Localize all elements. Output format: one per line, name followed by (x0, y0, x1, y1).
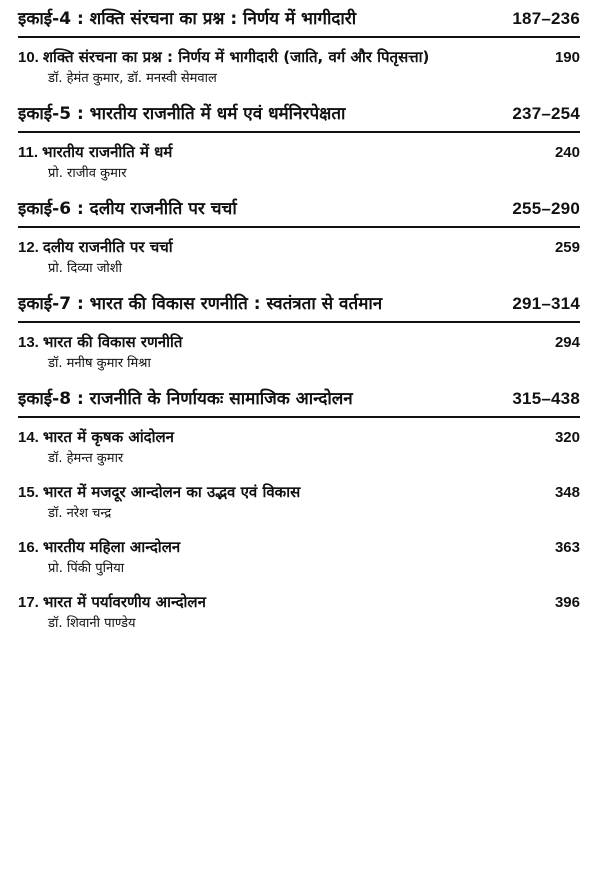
unit-section (18, 386, 580, 634)
chapter-page-number: 363 (554, 539, 580, 556)
unit-divider (18, 226, 580, 228)
unit-divider (18, 36, 580, 38)
chapter-number: 13. (18, 334, 39, 351)
chapter-heading (18, 591, 206, 614)
unit-heading (18, 101, 580, 131)
table-of-contents (18, 6, 580, 646)
chapter-title: भारतीय राजनीति में धर्म (42, 143, 173, 161)
unit-divider (18, 131, 580, 133)
unit-divider (18, 416, 580, 418)
chapter-line (18, 426, 580, 449)
chapter-title: भारत में कृषक आंदोलन (42, 428, 174, 446)
unit-title: इकाई-8 : राजनीति के निर्णायकः सामाजिक आन्दोलन (18, 389, 353, 409)
chapter-title: भारत में पर्यावरणीय आन्दोलन (42, 593, 206, 611)
chapter-line (18, 481, 580, 504)
chapter-line (18, 331, 580, 354)
chapter-author: प्रो. पिंकी पुनिया (48, 561, 125, 576)
chapter-heading (18, 46, 429, 69)
chapter-number: 10. (18, 49, 39, 66)
chapter-line (18, 141, 580, 164)
chapter-author: डॉ. नरेश चन्द्र (48, 506, 112, 521)
chapter-heading (18, 426, 174, 449)
unit-heading (18, 291, 580, 321)
chapter-page-number: 320 (554, 429, 580, 446)
chapter-number: 15. (18, 484, 39, 501)
unit-heading (18, 6, 580, 36)
chapter-number: 12. (18, 239, 39, 256)
chapter-title: भारत में मजदूर आन्दोलन का उद्भव एवं विकास (42, 483, 301, 501)
chapter-line (18, 46, 580, 69)
unit-page-range: 291–314 (512, 294, 580, 313)
chapter-number: 17. (18, 594, 39, 611)
chapter-author: डॉ. हेमन्त कुमार (48, 451, 124, 466)
chapter-entry (18, 426, 580, 469)
chapter-entry (18, 46, 580, 89)
unit-page-range: 237–254 (512, 104, 580, 123)
chapter-title: शक्ति संरचना का प्रश्न : निर्णय में भागीदारी (जाति, वर्ग और पितृसत्ता) (42, 48, 430, 66)
unit-title: इकाई-4 : शक्ति संरचना का प्रश्न : निर्णय में भागीदारी (18, 9, 357, 29)
unit-page-range: 187–236 (512, 9, 580, 28)
unit-heading (18, 196, 580, 226)
chapter-entry (18, 236, 580, 279)
unit-divider (18, 321, 580, 323)
chapter-title: भारत की विकास रणनीति (42, 333, 183, 351)
chapter-title: भारतीय महिला आन्दोलन (42, 538, 181, 556)
chapter-heading (18, 536, 180, 559)
chapter-line (18, 536, 580, 559)
unit-title: इकाई-5 : भारतीय राजनीति में धर्म एवं धर्मनिरपेक्षता (18, 104, 346, 124)
chapter-page-number: 348 (554, 484, 580, 501)
chapter-author: डॉ. हेमंत कुमार, डॉ. मनस्वी सेमवाल (48, 71, 217, 86)
chapter-heading (18, 481, 300, 504)
unit-heading (18, 386, 580, 416)
unit-section (18, 101, 580, 184)
chapter-page-number: 240 (554, 144, 580, 161)
unit-page-range: 315–438 (512, 389, 580, 408)
chapter-author: डॉ. मनीष कुमार मिश्रा (48, 356, 151, 371)
chapter-number: 14. (18, 429, 39, 446)
chapter-entry (18, 536, 580, 579)
chapter-heading (18, 141, 172, 164)
chapter-title: दलीय राजनीति पर चर्चा (42, 238, 173, 256)
chapter-heading (18, 236, 173, 259)
unit-page-range: 255–290 (512, 199, 580, 218)
chapter-entry (18, 141, 580, 184)
unit-section (18, 6, 580, 89)
unit-title: इकाई-6 : दलीय राजनीति पर चर्चा (18, 199, 237, 219)
chapter-author: डॉ. शिवानी पाण्डेय (48, 616, 136, 631)
unit-title: इकाई-7 : भारत की विकास रणनीति : स्वतंत्रता से वर्तमान (18, 294, 383, 314)
chapter-page-number: 396 (554, 594, 580, 611)
chapter-heading (18, 331, 182, 354)
chapter-page-number: 190 (554, 49, 580, 66)
chapter-page-number: 259 (554, 239, 580, 256)
chapter-line (18, 591, 580, 614)
chapter-line (18, 236, 580, 259)
chapter-entry (18, 591, 580, 634)
chapter-number: 11. (18, 144, 39, 161)
chapter-entry (18, 481, 580, 524)
chapter-number: 16. (18, 539, 39, 556)
chapter-author: प्रो. दिव्या जोशी (48, 261, 123, 276)
chapter-page-number: 294 (554, 334, 580, 351)
unit-section (18, 291, 580, 374)
chapter-author: प्रो. राजीव कुमार (48, 166, 127, 181)
unit-section (18, 196, 580, 279)
chapter-entry (18, 331, 580, 374)
